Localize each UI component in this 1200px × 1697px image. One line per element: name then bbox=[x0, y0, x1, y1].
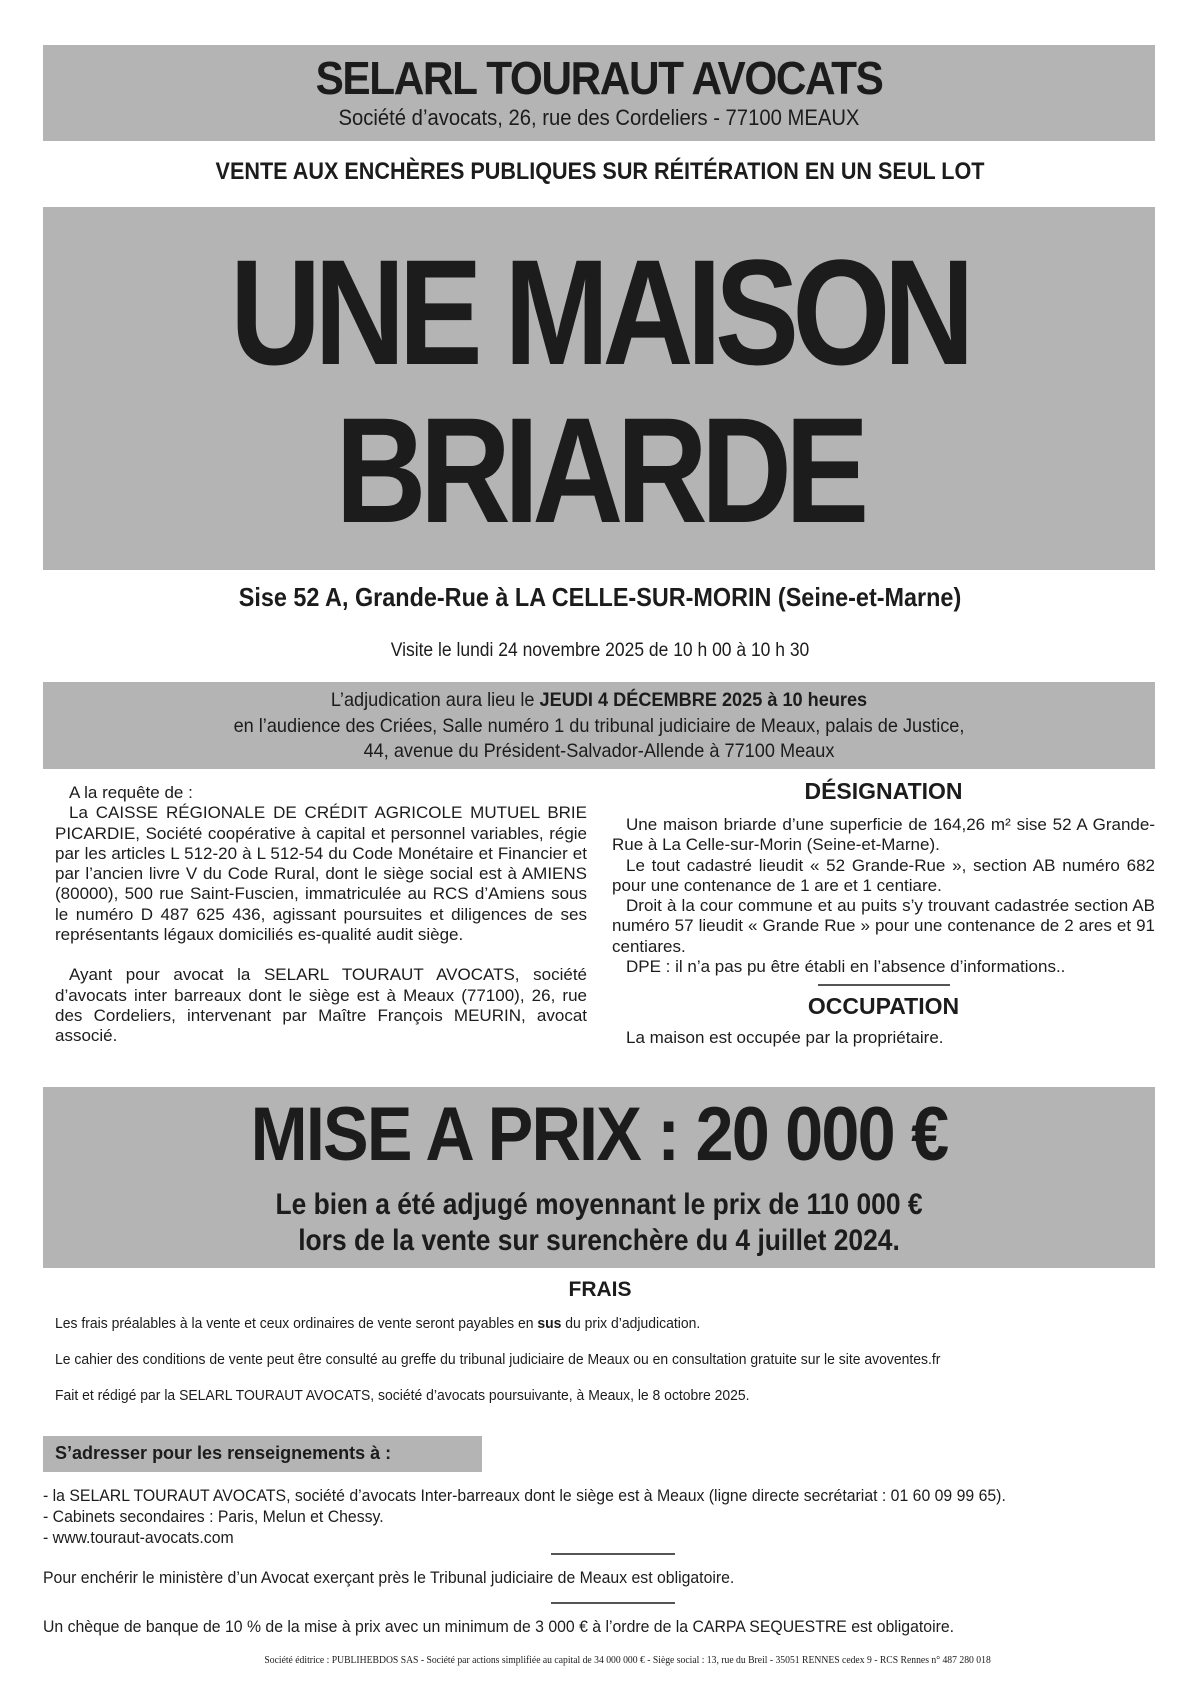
firm-address: Société d’avocats, 26, rue des Cordeliers - 77100 MEAUX bbox=[338, 105, 860, 130]
frais-line-2: Le cahier des conditions de vente peut être consulté au greffe du tribunal judiciaire de Meaux ou en consultation gratuite sur le site avoventes.fr bbox=[55, 1351, 941, 1368]
notice-cheque-required: Un chèque de banque de 10 % de la mise à prix avec un minimum de 3 000 € à l’ordre de la CARPA SEQUESTRE est obligatoire. bbox=[43, 1617, 955, 1636]
occupation-heading: OCCUPATION bbox=[807, 992, 960, 1019]
requester-paragraph-1: La CAISSE RÉGIONALE DE CRÉDIT AGRICOLE MUTUEL BRIE PICARDIE, Société coopérative à capital et personnel variables, régie par les articles L 512-20 à L 512-54 du Code Monétaire et Financier et par l’ancien livre V du Code Rural, dont le siège social est à AMIENS (80000), 500 rue Saint-Fuscien, immatriculée au RCS d’Amiens sous le numéro D 487 625 436, agissant poursuites et diligences de ses représentants légaux domiciliés es-qualité audit siège. bbox=[55, 803, 587, 945]
requester-column bbox=[55, 783, 587, 1047]
header-box bbox=[43, 45, 1155, 141]
firm-name: SELARL TOURAUT AVOCATS bbox=[315, 52, 883, 104]
contact-line: - la SELARL TOURAUT AVOCATS, société d’avocats Inter-barreaux dont le siège est à Meaux (ligne directe secrétariat : 01 60 09 99 65). bbox=[43, 1486, 1006, 1505]
frais-line-3: Fait et rédigé par la SELARL TOURAUT AVOCATS, société d’avocats poursuivante, à Meaux, le 8 octobre 2025. bbox=[55, 1387, 750, 1404]
adjudication-box bbox=[43, 682, 1155, 769]
sale-type-heading: VENTE AUX ENCHÈRES PUBLIQUES SUR RÉITÉRATION EN UN SEUL LOT bbox=[215, 158, 985, 185]
contact-label: S’adresser pour les renseignements à : bbox=[55, 1443, 392, 1463]
notice-lawyer-required: Pour enchérir le ministère d’un Avocat exerçant près le Tribunal judiciaire de Meaux est obligatoire. bbox=[43, 1568, 735, 1587]
visit-info: Visite le lundi 24 novembre 2025 de 10 h 00 à 10 h 30 bbox=[390, 640, 810, 661]
contact-line: - Cabinets secondaires : Paris, Melun et Chessy. bbox=[43, 1507, 384, 1526]
divider bbox=[551, 1602, 675, 1604]
property-location: Sise 52 A, Grande-Rue à LA CELLE-SUR-MORIN (Seine-et-Marne) bbox=[238, 582, 962, 612]
adjudication-date: JEUDI 4 DÉCEMBRE 2025 à 10 heures bbox=[539, 689, 868, 711]
frais-line-1-prefix: Les frais préalables à la vente et ceux ordinaires de vente seront payables en bbox=[55, 1315, 538, 1332]
frais-line-1-suffix: du prix d’adjudication. bbox=[561, 1315, 701, 1332]
designation-paragraph-3: Droit à la cour commune et au puits s’y trouvant cadastrée section AB numéro 57 lieudit « Grande Rue » pour une contenance de 2 ares et 91 centiares. bbox=[612, 896, 1155, 956]
section-divider bbox=[818, 984, 950, 986]
adjudication-line-1 bbox=[82, 688, 1116, 712]
frais-line-1-bold: sus bbox=[537, 1315, 562, 1332]
designation-paragraph-1: Une maison briarde d’une superficie de 164,26 m² sise 52 A Grande-Rue à La Celle-sur-Morin (Seine-et-Marne). bbox=[612, 815, 1155, 855]
spacer bbox=[55, 945, 587, 965]
designation-column bbox=[612, 778, 1155, 1048]
title-line-1: UNE MAISON bbox=[230, 228, 968, 396]
previous-price-line-2: lors de la vente sur surenchère du 4 juillet 2024. bbox=[298, 1224, 900, 1257]
designation-paragraph-2: Le tout cadastré lieudit « 52 Grande-Rue », section AB numéro 682 pour une contenance de 1 are et 1 centiare. bbox=[612, 855, 1155, 895]
previous-price-line-1: Le bien a été adjugé moyennant le prix de 110 000 € bbox=[275, 1188, 923, 1221]
occupation-text: La maison est occupée par la propriétaire. bbox=[626, 1027, 944, 1047]
adjudication-line-3: 44, avenue du Président-Salvador-Allende à 77100 Meaux bbox=[363, 740, 835, 762]
designation-paragraph-4: DPE : il n’a pas pu être établi en l’absence d’informations.. bbox=[626, 957, 1066, 977]
contact-label-box bbox=[43, 1436, 482, 1472]
requester-paragraph-2: Ayant pour avocat la SELARL TOURAUT AVOCATS, société d’avocats inter barreaux dont le siège est à Meaux (77100), 26, rue des Cordeliers, intervenant par Maître François MEURIN, avocat associé. bbox=[55, 965, 587, 1046]
adjudication-line-2: en l’audience des Criées, Salle numéro 1 du tribunal judiciaire de Meaux, palais de Justice, bbox=[233, 715, 965, 737]
frais-heading: FRAIS bbox=[568, 1278, 632, 1301]
starting-price: MISE A PRIX : 20 000 € bbox=[250, 1092, 948, 1177]
price-box bbox=[43, 1087, 1155, 1268]
divider bbox=[551, 1553, 675, 1555]
adjudication-prefix: L’adjudication aura lieu le bbox=[330, 689, 540, 711]
designation-heading: DÉSIGNATION bbox=[804, 778, 963, 804]
publisher-footer: Société éditrice : PUBLIHEBDOS SAS - Société par actions simplifiée au capital de 34 000 000 € - Siège social : 13, rue du Breil - 35051 RENNES cedex 9 - RCS Rennes n° 487 280 018 bbox=[264, 1655, 991, 1666]
title-line-2: BRIARDE bbox=[335, 386, 863, 554]
frais-line-1 bbox=[55, 1315, 700, 1332]
requester-intro: A la requête de : bbox=[69, 783, 193, 802]
contact-website-link[interactable]: - www.touraut-avocats.com bbox=[43, 1528, 234, 1547]
title-box bbox=[43, 207, 1155, 570]
